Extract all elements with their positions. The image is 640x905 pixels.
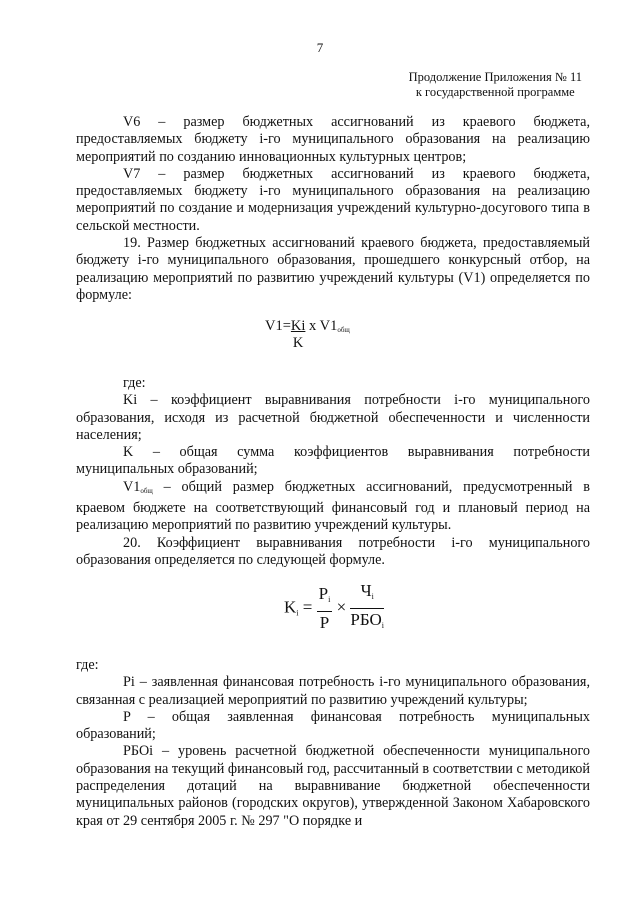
formula-v1-left: V1=	[265, 318, 291, 334]
definition-ki: Ki – коэффициент выравнивания потребности i-го муниципального образования, исходя из расчетной бюджетной обеспеченности и численности населения;	[76, 392, 590, 443]
paragraph-19: 19. Размер бюджетных ассигнований краевого бюджета, предоставляемый бюджету i-го муниципального образования, прошедшего конкурсный отбор, на реализацию мероприятий по развитию учреждений культуры (V1) определяется по формуле:	[76, 235, 590, 303]
formula-ki	[284, 580, 384, 637]
formula-ki-numerator-1	[317, 583, 333, 612]
intro-block	[76, 114, 590, 304]
formula-ki-d2: РБО	[350, 610, 382, 629]
formula-ki-n2-sub: i	[371, 592, 374, 601]
paragraph-20: 20. Коэффициент выравнивания потребности i-го муниципального образования определяется по следующей формуле.	[76, 534, 590, 568]
definition-v1-text: – общий размер бюджетных ассигнований, предусмотренный в краевом бюджете на соответствующий финансовый год и плановый период на реализацию мероприятий по развитию учреждений культуры.	[76, 478, 590, 534]
definition-v1-symbol: V1	[123, 478, 141, 495]
formula-ki-d2-sub: i	[381, 621, 385, 630]
where-block-2	[76, 657, 590, 830]
formula-ki-times: ×	[336, 597, 347, 617]
formula-v1-sub: общ	[337, 326, 350, 334]
definition-v1	[76, 479, 590, 535]
formula-ki-fraction-1	[317, 583, 333, 634]
paragraph-v6: V6 – размер бюджетных ассигнований из краевого бюджета, предоставляемых бюджету i-го муниципального образования на реализацию мероприятий по созданию инновационных культурных центров;	[76, 114, 590, 165]
definition-pi: Pi – заявленная финансовая потребность i-го муниципального образования, связанная с реализацией мероприятий по развитию учреждений культуры;	[76, 674, 590, 708]
formula-ki-k: K	[284, 597, 297, 617]
formula-v1-times: x V1	[305, 318, 338, 334]
paragraph-v7: V7 – размер бюджетных ассигнований из краевого бюджета, предоставляемых бюджету i-го муниципального образования на реализацию мероприятий по создание и модернизация учреждений культурно-досугового типа в сельской местности.	[76, 165, 590, 234]
where-label-1: где:	[123, 375, 146, 391]
definition-p: P – общая заявленная финансовая потребность муниципальных образований;	[76, 708, 590, 743]
appendix-header-line2: к государственной программе	[415, 85, 575, 99]
formula-ki-n1: P	[318, 584, 329, 603]
where-label-2: где:	[76, 657, 99, 673]
formula-ki-k-sub: i	[296, 608, 299, 618]
formula-ki-denominator-1: P	[319, 613, 330, 632]
formula-v1-denominator: K	[292, 335, 304, 351]
where-block-1	[76, 375, 590, 569]
formula-ki-denominator-2	[350, 609, 384, 637]
appendix-header	[409, 70, 582, 100]
formula-ki-n1-sub: i	[328, 595, 331, 604]
formula-ki-eq: =	[302, 597, 313, 617]
definition-k: K – общая сумма коэффициентов выравнивания потребности муниципальных образований;	[76, 444, 590, 478]
formula-v1-fraction	[291, 318, 306, 352]
formula-v1-numerator: Ki	[290, 318, 306, 334]
page-number: 7	[316, 40, 324, 55]
appendix-header-line1: Продолжение Приложения № 11	[408, 70, 582, 84]
formula-ki-numerator-2	[350, 580, 384, 609]
definition-rboi: РБОi – уровень расчетной бюджетной обеспеченности муниципального образования на текущий финансовый год, рассчитанный в соответствии с методикой распределения дотаций на выравнивание бюджетной обеспеченности муниципальных районов (городских округов), утвержденной Законом Хабаровского края от 29 сентября 2005 г. № 297 "О порядке и	[76, 743, 590, 829]
formula-ki-n2: Ч	[360, 581, 372, 600]
definition-v1-sub: общ	[140, 486, 153, 495]
formula-v1	[265, 318, 350, 352]
formula-ki-fraction-2	[350, 580, 384, 637]
